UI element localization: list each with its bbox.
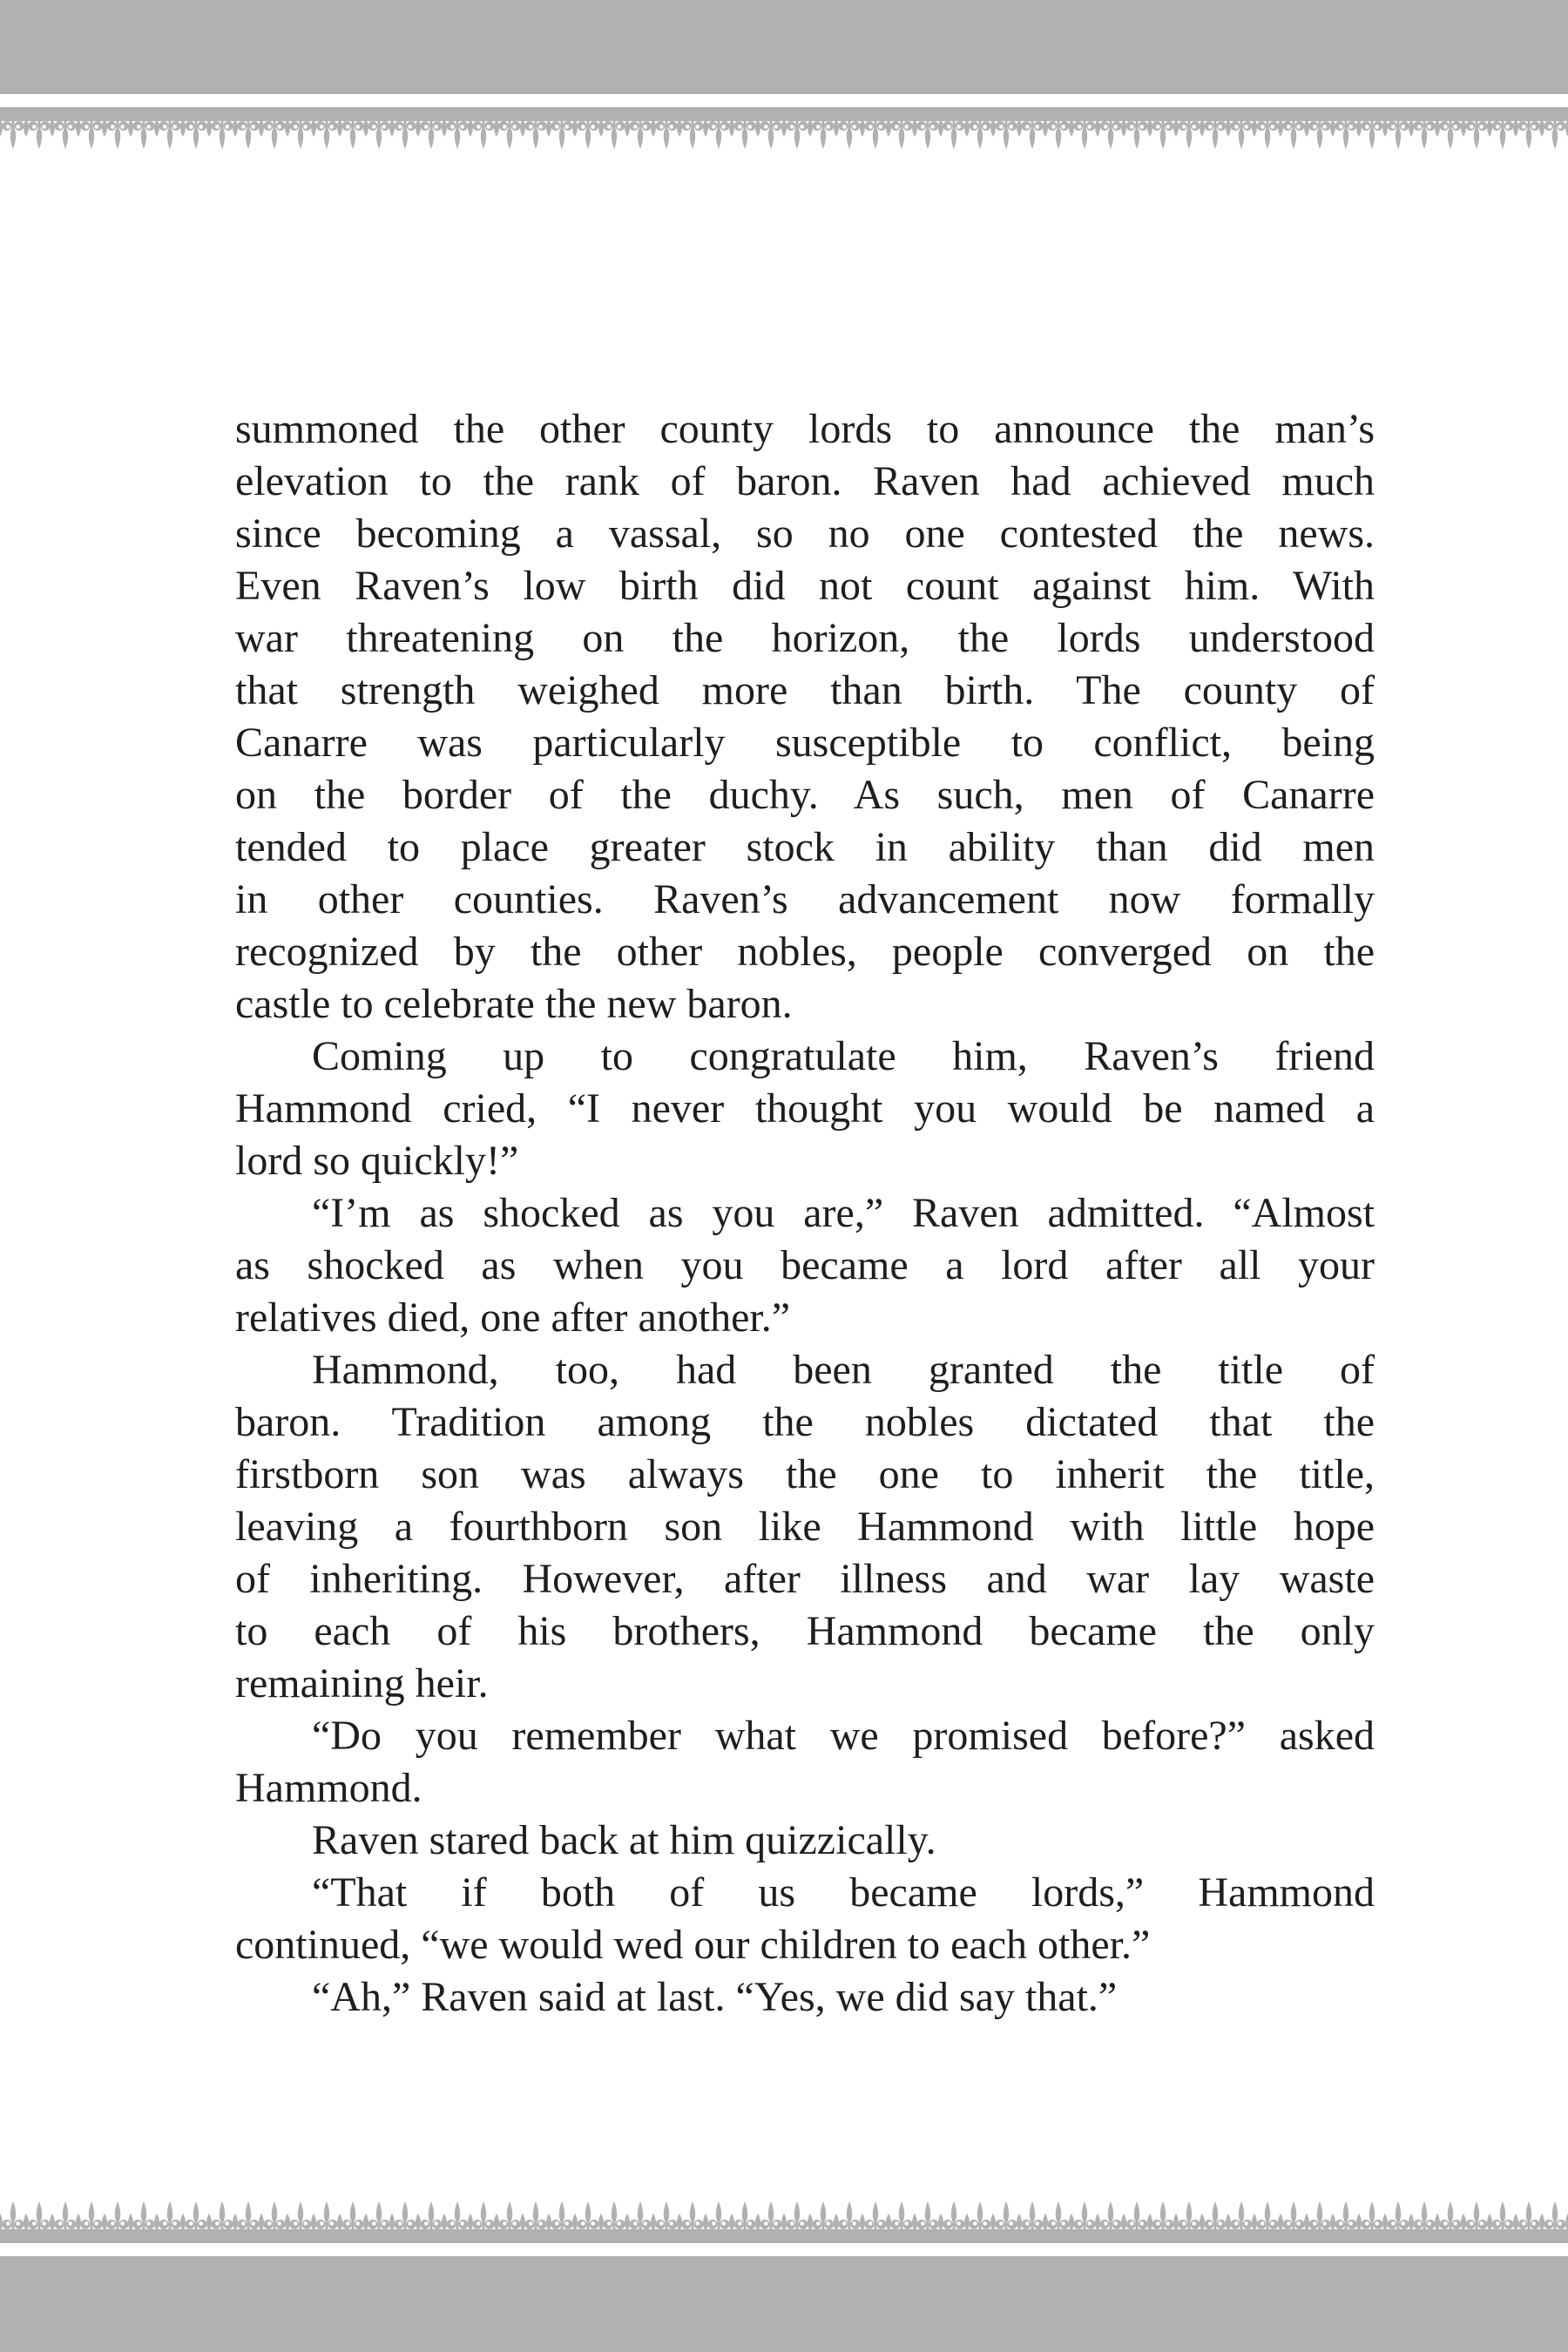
- text-line: of inheriting. However, after illness and war lay waste: [235, 1556, 1375, 1602]
- text-line: on the border of the duchy. As such, men of Canarre: [235, 772, 1375, 818]
- text-line: summoned the other county lords to announce the man’s: [235, 406, 1375, 452]
- text-line: in other counties. Raven’s advancement now formally: [235, 876, 1375, 923]
- text-line: leaving a fourthborn son like Hammond with little hope: [235, 1504, 1375, 1550]
- text-line: lord so quickly!”: [235, 1138, 519, 1184]
- text-line: elevation to the rank of baron. Raven had achieved much: [235, 458, 1375, 504]
- text-line: castle to celebrate the new baron.: [235, 981, 793, 1027]
- text-line: remaining heir.: [235, 1660, 489, 1707]
- fleur-de-lis-border-bottom-icon: [0, 2198, 1568, 2243]
- text-line: “Do you remember what we promised before?” asked: [312, 1713, 1375, 1759]
- top-gray-bar: [0, 0, 1568, 94]
- text-line: that strength weighed more than birth. The county of: [235, 667, 1375, 713]
- text-line: firstborn son was always the one to inherit the title,: [235, 1451, 1375, 1497]
- text-line: recognized by the other nobles, people converged on the: [235, 929, 1375, 975]
- text-line: Canarre was particularly susceptible to conflict, being: [235, 720, 1375, 766]
- text-line: Hammond cried, “I never thought you would be named a: [235, 1085, 1375, 1132]
- text-line: war threatening on the horizon, the lords understood: [235, 615, 1375, 661]
- text-line: Raven stared back at him quizzically.: [312, 1817, 936, 1863]
- text-line: relatives died, one after another.”: [235, 1294, 791, 1341]
- text-line: Coming up to congratulate him, Raven’s friend: [312, 1033, 1375, 1079]
- text-line: continued, “we would wed our children to each other.”: [235, 1922, 1151, 1968]
- text-line: “I’m as shocked as you are,” Raven admitted. “Almost: [312, 1190, 1375, 1236]
- text-line: Hammond.: [235, 1765, 422, 1811]
- fleur-de-lis-border-top-icon: [0, 107, 1568, 152]
- text-line: tended to place greater stock in ability than did men: [235, 824, 1375, 870]
- page-text: [235, 403, 1375, 2024]
- text-line: Hammond, too, had been granted the title of: [312, 1347, 1375, 1393]
- text-line: “That if both of us became lords,” Hammond: [312, 1869, 1375, 1916]
- text-line: since becoming a vassal, so no one contested the news.: [235, 510, 1375, 557]
- text-line: to each of his brothers, Hammond became the only: [235, 1608, 1375, 1654]
- text-line: “Ah,” Raven said at last. “Yes, we did say that.”: [312, 1974, 1118, 2020]
- text-line: Even Raven’s low birth did not count against him. With: [235, 563, 1375, 609]
- bottom-gray-bar: [0, 2256, 1568, 2352]
- text-line: baron. Tradition among the nobles dictated that the: [235, 1399, 1375, 1445]
- text-line: as shocked as when you became a lord after all your: [235, 1242, 1375, 1288]
